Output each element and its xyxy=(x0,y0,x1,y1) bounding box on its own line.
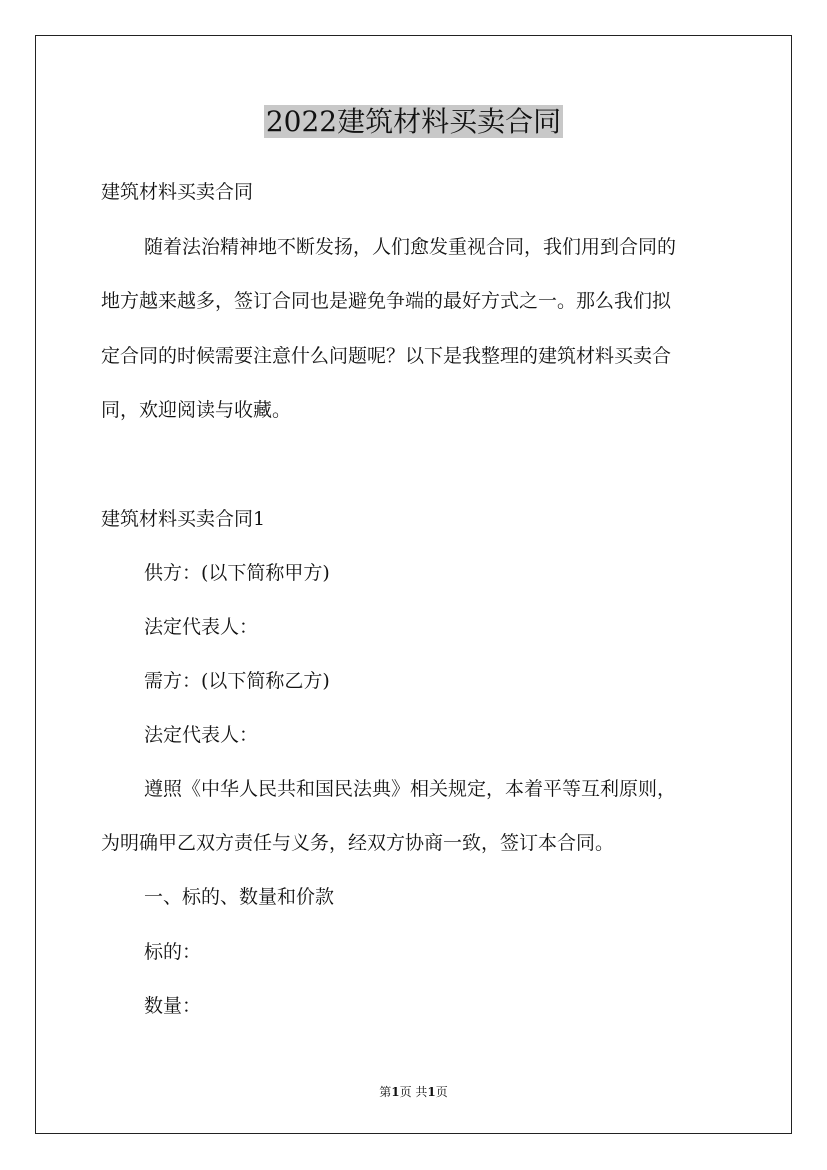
clause-1-heading: 一、标的、数量和价款 xyxy=(144,886,335,908)
footer-mid: 页 共 xyxy=(399,1085,428,1099)
document-subtitle: 建筑材料买卖合同 xyxy=(101,181,254,203)
document-title xyxy=(0,100,827,144)
supplier-line: 供方：(以下简称甲方) xyxy=(144,562,330,584)
intro-line-1: 随着法治精神地不断发扬，人们愈发重视合同，我们用到合同的 xyxy=(144,236,677,258)
footer-page-total: 1 xyxy=(427,1085,436,1099)
supplier-rep-line: 法定代表人： xyxy=(144,616,259,638)
intro-line-4: 同，欢迎阅读与收藏。 xyxy=(101,399,292,421)
footer-suffix: 页 xyxy=(435,1085,448,1099)
document-title-text: 2022建筑材料买卖合同 xyxy=(265,105,562,138)
buyer-line: 需方：(以下简称乙方) xyxy=(144,670,330,692)
page-footer xyxy=(0,1082,827,1102)
intro-line-3: 定合同的时候需要注意什么问题呢？以下是我整理的建筑材料买卖合 xyxy=(101,345,672,367)
footer-page-number: 1 xyxy=(391,1085,400,1099)
subject-line: 标的： xyxy=(144,941,202,963)
buyer-rep-line: 法定代表人： xyxy=(144,724,259,746)
intro-line-2: 地方越来越多，签订合同也是避免争端的最好方式之一。那么我们拟 xyxy=(101,290,672,312)
footer-prefix: 第 xyxy=(379,1085,392,1099)
basis-line-1: 遵照《中华人民共和国民法典》相关规定，本着平等互利原则， xyxy=(144,778,677,800)
section-heading: 建筑材料买卖合同1 xyxy=(101,508,266,530)
basis-line-2: 为明确甲乙双方责任与义务，经双方协商一致，签订本合同。 xyxy=(101,832,615,854)
quantity-line: 数量： xyxy=(144,995,202,1017)
